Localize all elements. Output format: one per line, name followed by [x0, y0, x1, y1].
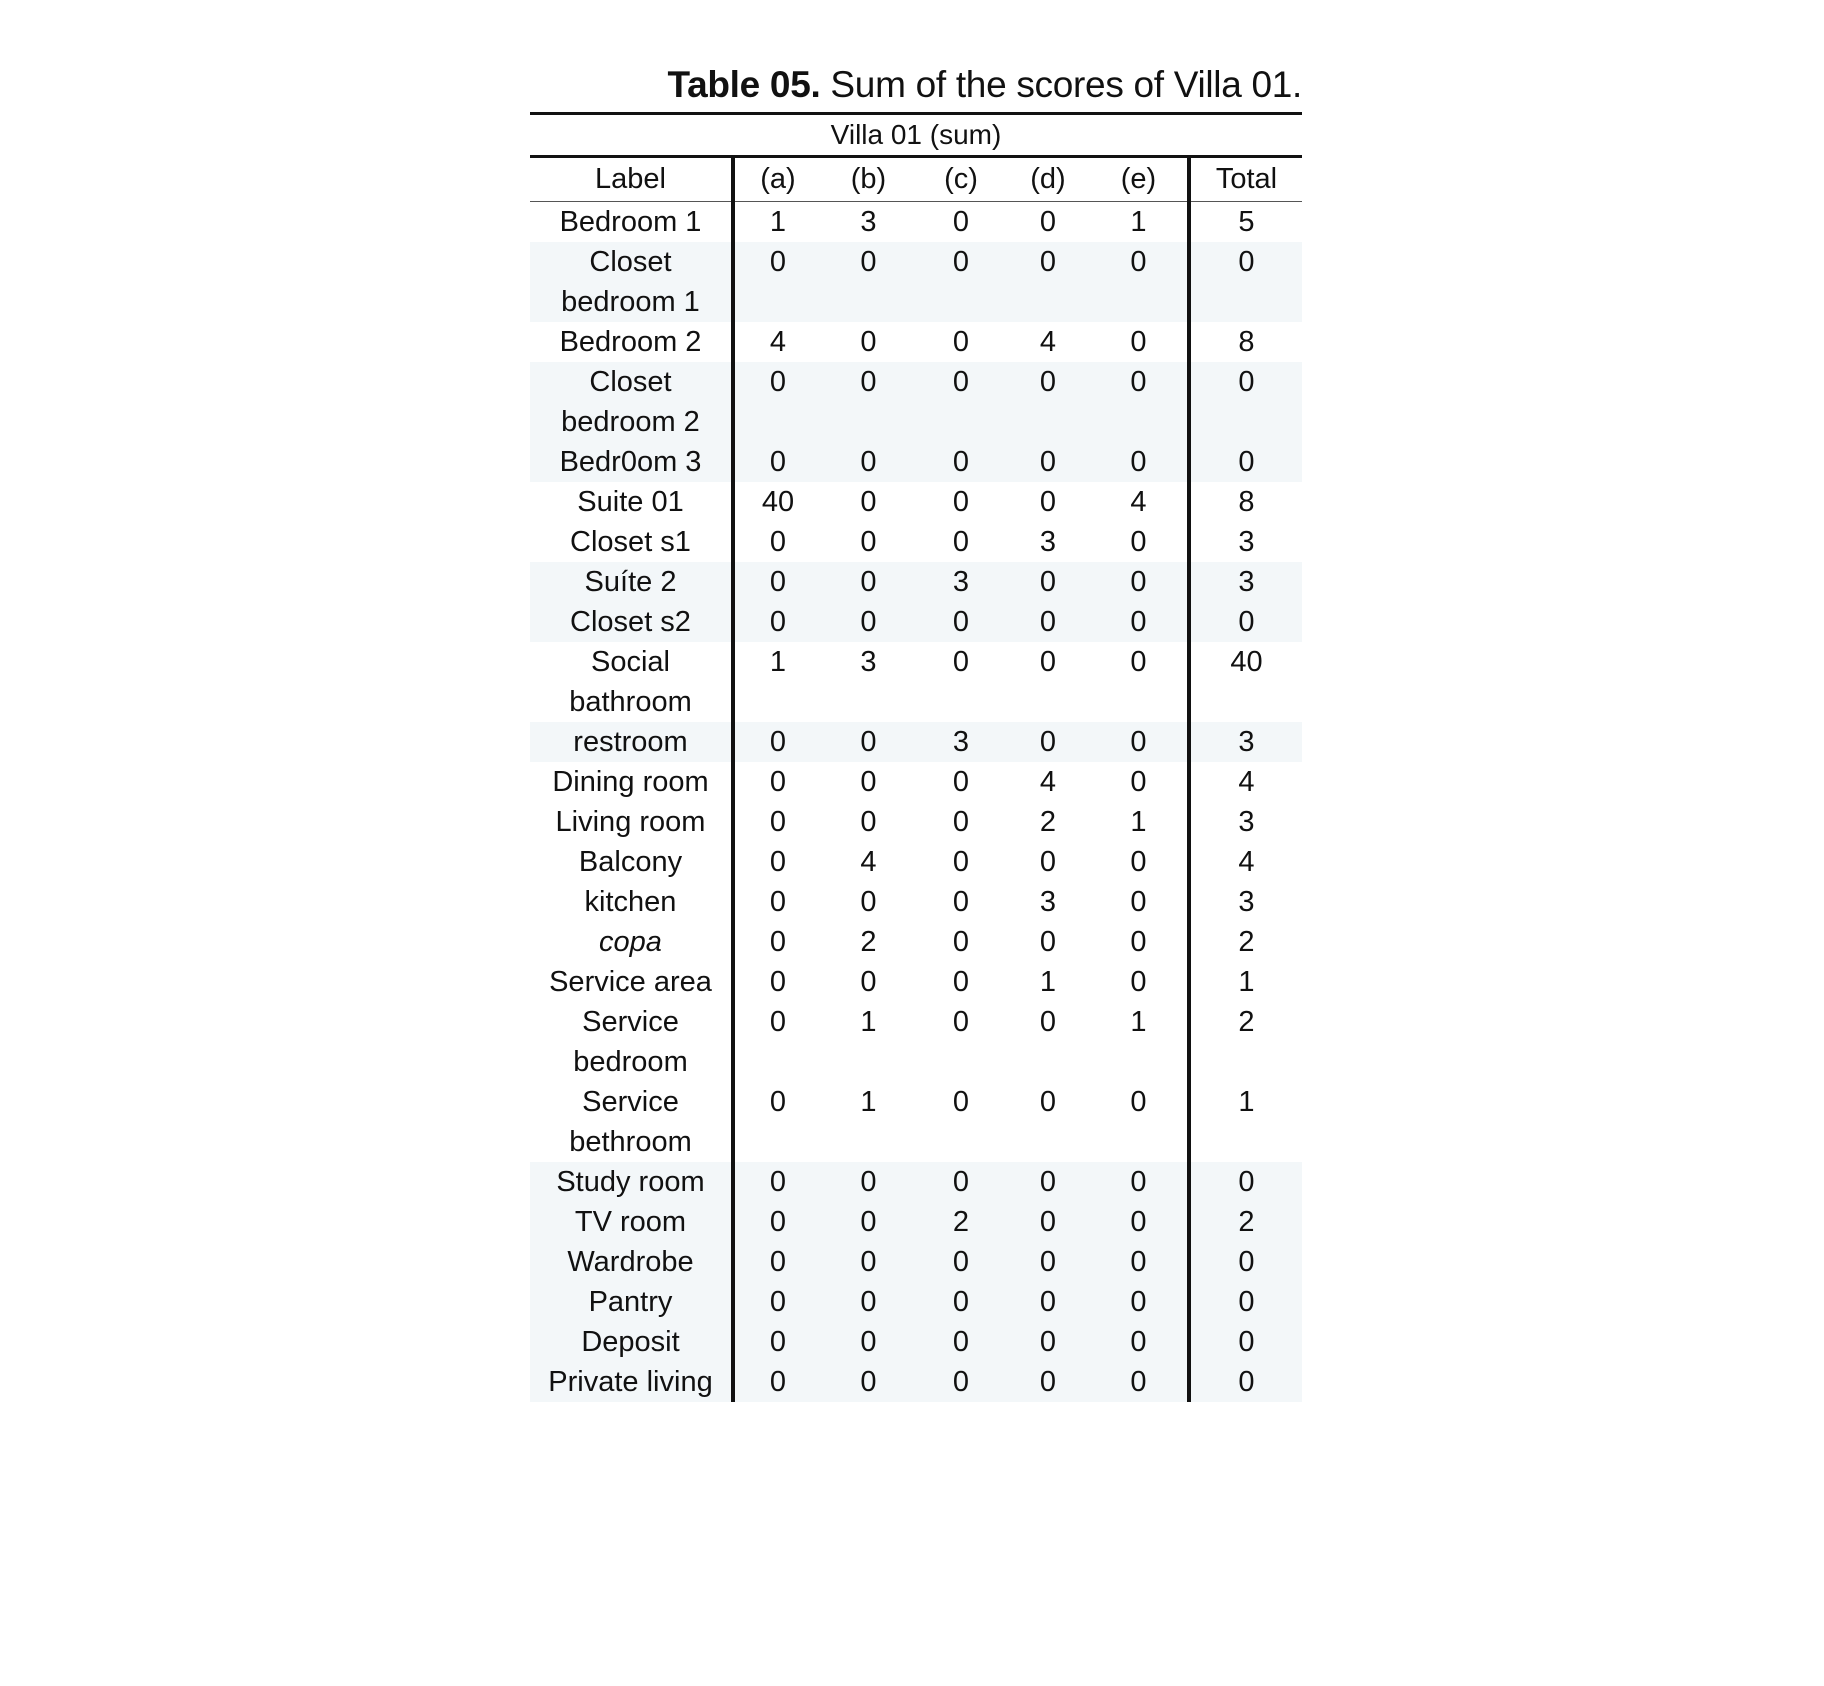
table-row	[530, 722, 1302, 762]
cell-total: 8	[1238, 486, 1255, 518]
table-row	[530, 1002, 1302, 1082]
cell-b: 0	[821, 1362, 916, 1402]
cell-e: 0	[1090, 922, 1189, 962]
cell-d: 0	[1006, 242, 1090, 322]
header-row	[530, 158, 1302, 202]
cell-d: 0	[1006, 362, 1090, 442]
row-label: Dining room	[530, 762, 733, 802]
cell-c: 0	[952, 806, 970, 838]
cell-d: 3	[1039, 886, 1057, 918]
cell-b: 0	[860, 766, 877, 798]
cell-a: 40	[761, 486, 795, 518]
table-row	[530, 482, 1302, 522]
cell-c: 0	[952, 926, 970, 958]
table-row	[530, 202, 1302, 243]
cell-total: 8	[1238, 326, 1255, 358]
row-label: Pantry	[530, 1282, 733, 1322]
cell-b: 0	[860, 966, 877, 998]
row-label: Suíte 2	[530, 562, 733, 602]
cell-a: 0	[733, 242, 821, 322]
cell-d: 4	[1039, 326, 1057, 358]
cell-a: 0	[769, 1086, 787, 1118]
cell-c: 0	[952, 326, 970, 358]
table-row	[530, 1202, 1302, 1242]
cell-a: 0	[769, 806, 787, 838]
cell-b: 0	[821, 602, 916, 642]
table-row	[530, 562, 1302, 602]
cell-d: 0	[1039, 1086, 1057, 1118]
row-label: Social bathroom	[530, 642, 733, 722]
cell-a: 0	[733, 602, 821, 642]
cell-a: 0	[733, 1202, 821, 1242]
cell-d: 0	[1039, 486, 1057, 518]
cell-a: 0	[733, 1162, 821, 1202]
cell-e: 0	[1090, 242, 1189, 322]
table-row	[530, 602, 1302, 642]
cell-a: 0	[733, 442, 821, 482]
row-label: Closet bedroom 1	[530, 242, 733, 322]
table-row	[530, 882, 1302, 922]
cell-e: 0	[1090, 962, 1189, 1002]
cell-b: 0	[821, 1162, 916, 1202]
cell-a: 0	[733, 362, 821, 442]
column-header-e: (e)	[1090, 158, 1189, 202]
cell-d: 0	[1006, 1202, 1090, 1242]
cell-b: 1	[860, 1086, 877, 1118]
cell-b: 0	[821, 362, 916, 442]
cell-a: 0	[733, 1362, 821, 1402]
cell-a: 0	[733, 1322, 821, 1362]
cell-c: 0	[952, 206, 970, 238]
cell-e: 0	[1090, 642, 1189, 722]
cell-d: 4	[1039, 766, 1057, 798]
cell-c: 0	[952, 486, 970, 518]
table-body	[530, 202, 1302, 1403]
cell-total: 0	[1189, 1282, 1302, 1322]
cell-e: 1	[1090, 802, 1189, 842]
cell-b: 3	[860, 646, 877, 678]
cell-b: 0	[821, 562, 916, 602]
table-caption	[530, 58, 1302, 112]
cell-d: 1	[1039, 966, 1057, 998]
cell-e: 0	[1090, 1162, 1189, 1202]
cell-c: 0	[952, 966, 970, 998]
cell-total: 3	[1189, 722, 1302, 762]
cell-e: 0	[1090, 882, 1189, 922]
cell-a: 0	[733, 1282, 821, 1322]
cell-d: 3	[1039, 526, 1057, 558]
cell-b: 0	[821, 1242, 916, 1282]
cell-d: 0	[1006, 1162, 1090, 1202]
row-label: Balcony	[530, 842, 733, 882]
row-label: Closet bedroom 2	[530, 362, 733, 442]
cell-c: 0	[952, 846, 970, 878]
cell-total: 0	[1189, 442, 1302, 482]
cell-e: 0	[1090, 1322, 1189, 1362]
cell-a: 4	[769, 326, 787, 358]
row-label: TV room	[530, 1202, 733, 1242]
cell-c: 0	[916, 1322, 1006, 1362]
cell-total: 5	[1238, 206, 1255, 238]
cell-b: 4	[860, 846, 877, 878]
cell-a: 0	[769, 1006, 787, 1038]
table-row	[530, 922, 1302, 962]
cell-d: 0	[1006, 562, 1090, 602]
row-label: Service bethroom	[530, 1082, 733, 1162]
cell-d: 0	[1039, 646, 1057, 678]
table-number: Table 05.	[667, 64, 821, 105]
table-row	[530, 642, 1302, 722]
cell-b: 0	[860, 526, 877, 558]
cell-total: 0	[1189, 1162, 1302, 1202]
cell-total: 1	[1238, 966, 1255, 998]
table-row	[530, 842, 1302, 882]
cell-total: 3	[1189, 562, 1302, 602]
cell-total: 3	[1238, 526, 1255, 558]
cell-total: 0	[1189, 1362, 1302, 1402]
cell-a: 1	[769, 646, 787, 678]
column-header-label: Label	[530, 158, 733, 202]
cell-total: 0	[1189, 1242, 1302, 1282]
table-row	[530, 1162, 1302, 1202]
cell-a: 0	[769, 846, 787, 878]
table-row	[530, 962, 1302, 1002]
cell-d: 0	[1006, 1282, 1090, 1322]
row-label: kitchen	[530, 882, 733, 922]
cell-e: 1	[1090, 202, 1189, 243]
row-label: Closet s2	[530, 602, 733, 642]
cell-d: 0	[1006, 602, 1090, 642]
row-label: Private living	[530, 1362, 733, 1402]
row-label: Study room	[530, 1162, 733, 1202]
cell-e: 0	[1090, 1362, 1189, 1402]
table-row	[530, 802, 1302, 842]
column-header-b: (b)	[821, 158, 916, 202]
row-label: Bedr0om 3	[530, 442, 733, 482]
cell-b: 0	[821, 1322, 916, 1362]
cell-e: 0	[1090, 562, 1189, 602]
cell-e: 0	[1090, 1082, 1189, 1162]
cell-c: 0	[952, 1006, 970, 1038]
cell-c: 3	[916, 562, 1006, 602]
row-label: copa	[530, 922, 733, 962]
cell-d: 0	[1006, 722, 1090, 762]
cell-d: 0	[1006, 1242, 1090, 1282]
table-row	[530, 242, 1302, 322]
cell-b: 0	[860, 806, 877, 838]
cell-e: 0	[1090, 522, 1189, 562]
cell-e: 0	[1090, 1202, 1189, 1242]
cell-e: 0	[1090, 1282, 1189, 1322]
cell-b: 0	[860, 486, 877, 518]
table-row	[530, 322, 1302, 362]
cell-a: 0	[769, 886, 787, 918]
cell-a: 0	[769, 766, 787, 798]
cell-b: 0	[860, 886, 877, 918]
cell-total: 3	[1238, 806, 1255, 838]
table-row	[530, 1322, 1302, 1362]
cell-a: 0	[733, 722, 821, 762]
cell-b: 0	[860, 326, 877, 358]
cell-total: 4	[1238, 766, 1255, 798]
cell-d: 0	[1039, 206, 1057, 238]
cell-b: 1	[860, 1006, 877, 1038]
cell-c: 0	[916, 1282, 1006, 1322]
cell-c: 0	[916, 362, 1006, 442]
cell-d: 0	[1006, 1322, 1090, 1362]
cell-a: 0	[733, 1242, 821, 1282]
cell-e: 1	[1090, 1002, 1189, 1082]
cell-total: 2	[1189, 1202, 1302, 1242]
cell-a: 0	[733, 562, 821, 602]
cell-b: 0	[821, 1282, 916, 1322]
table-row	[530, 442, 1302, 482]
cell-c: 0	[916, 1242, 1006, 1282]
row-label: Bedroom 2	[530, 322, 733, 362]
cell-total: 3	[1238, 886, 1255, 918]
cell-c: 0	[916, 242, 1006, 322]
cell-c: 0	[916, 442, 1006, 482]
cell-b: 3	[860, 206, 877, 238]
cell-b: 0	[821, 242, 916, 322]
cell-e: 0	[1090, 322, 1189, 362]
cell-b: 0	[821, 1202, 916, 1242]
table-caption-text: Sum of the scores of Villa 01.	[820, 64, 1302, 105]
cell-c: 0	[952, 646, 970, 678]
cell-total: 0	[1189, 362, 1302, 442]
table-row	[530, 1282, 1302, 1322]
row-label: Living room	[530, 802, 733, 842]
cell-c: 0	[916, 1362, 1006, 1402]
cell-d: 0	[1039, 926, 1057, 958]
cell-c: 0	[952, 1086, 970, 1118]
cell-d: 0	[1006, 442, 1090, 482]
row-label: Closet s1	[530, 522, 733, 562]
table-row	[530, 1082, 1302, 1162]
cell-total: 2	[1238, 926, 1255, 958]
row-label: Bedroom 1	[530, 202, 733, 243]
cell-c: 0	[916, 602, 1006, 642]
cell-total: 0	[1189, 242, 1302, 322]
cell-c: 3	[916, 722, 1006, 762]
row-label: Deposit	[530, 1322, 733, 1362]
table-row	[530, 1242, 1302, 1282]
cell-total: 1	[1238, 1086, 1255, 1118]
row-label: Suite 01	[530, 482, 733, 522]
cell-total: 4	[1238, 846, 1255, 878]
table-row	[530, 362, 1302, 442]
cell-a: 0	[769, 926, 787, 958]
cell-c: 0	[916, 1162, 1006, 1202]
table-row	[530, 1362, 1302, 1402]
row-label: Service bedroom	[530, 1002, 733, 1082]
cell-total: 0	[1189, 1322, 1302, 1362]
row-label: Service area	[530, 962, 733, 1002]
cell-a: 1	[769, 206, 787, 238]
cell-d: 0	[1039, 1006, 1057, 1038]
cell-b: 2	[860, 926, 877, 958]
table-row	[530, 762, 1302, 802]
cell-total: 40	[1230, 646, 1263, 678]
cell-e: 0	[1090, 602, 1189, 642]
cell-e: 4	[1090, 482, 1189, 522]
villa-super-header: Villa 01 (sum)	[530, 115, 1302, 158]
cell-total: 0	[1189, 602, 1302, 642]
cell-total: 2	[1238, 1006, 1255, 1038]
column-header-a: (a)	[733, 158, 821, 202]
cell-e: 0	[1090, 442, 1189, 482]
cell-e: 0	[1090, 842, 1189, 882]
cell-c: 0	[952, 526, 970, 558]
cell-e: 0	[1090, 1242, 1189, 1282]
cell-a: 0	[769, 966, 787, 998]
cell-b: 0	[821, 722, 916, 762]
cell-b: 0	[821, 442, 916, 482]
table-row	[530, 522, 1302, 562]
row-label: restroom	[530, 722, 733, 762]
column-header-d: (d)	[1006, 158, 1090, 202]
cell-d: 0	[1039, 846, 1057, 878]
cell-e: 0	[1090, 762, 1189, 802]
row-label: Wardrobe	[530, 1242, 733, 1282]
cell-c: 0	[952, 766, 970, 798]
cell-d: 0	[1006, 1362, 1090, 1402]
cell-e: 0	[1090, 362, 1189, 442]
column-header-total: Total	[1189, 158, 1302, 202]
cell-a: 0	[769, 526, 787, 558]
column-header-c: (c)	[916, 158, 1006, 202]
cell-c: 0	[952, 886, 970, 918]
cell-e: 0	[1090, 722, 1189, 762]
cell-c: 2	[916, 1202, 1006, 1242]
cell-d: 2	[1039, 806, 1057, 838]
table-document	[530, 58, 1302, 1402]
scores-table	[530, 158, 1302, 1402]
